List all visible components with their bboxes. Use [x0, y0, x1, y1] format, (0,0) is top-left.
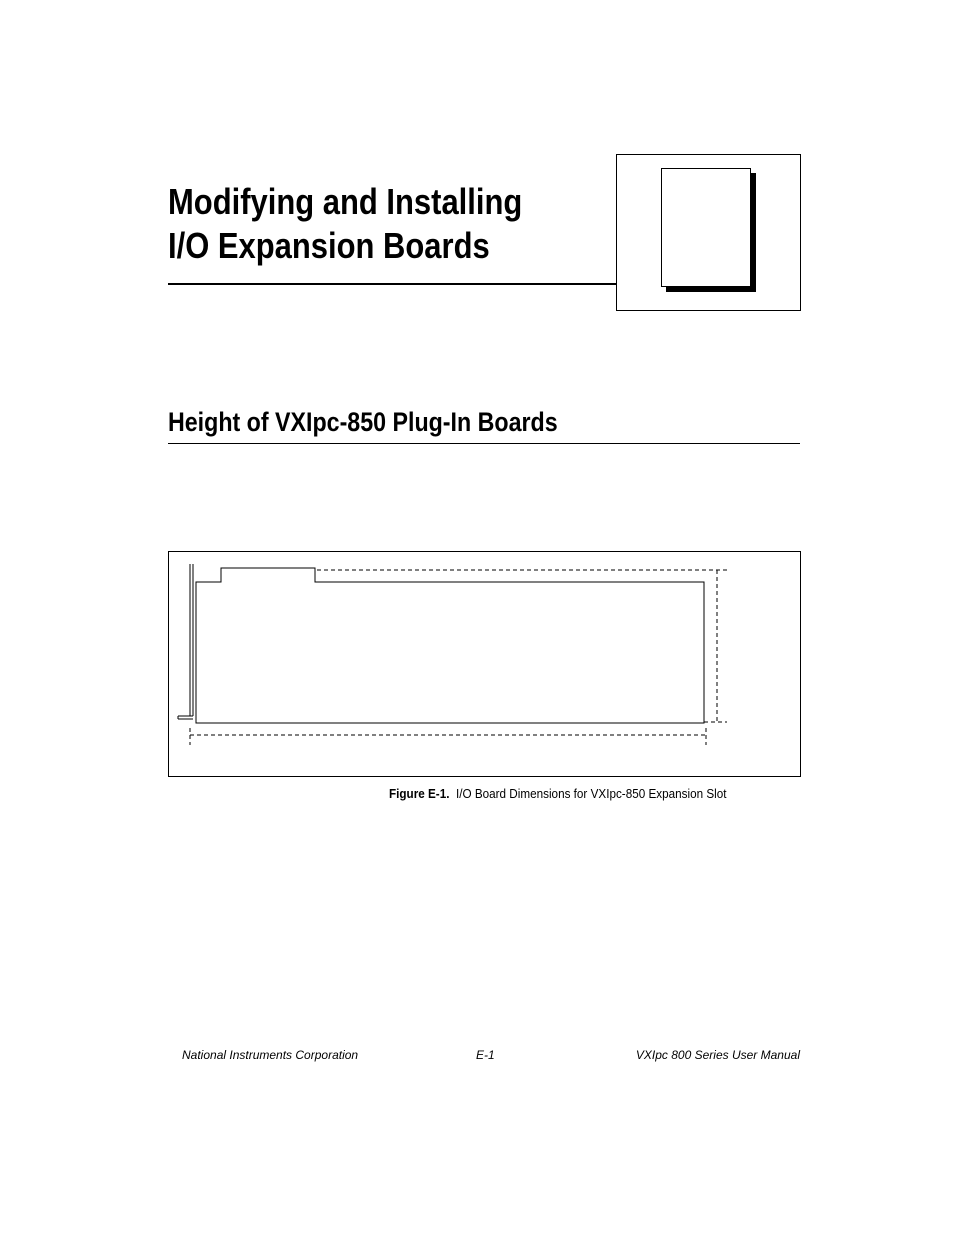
figure-frame — [168, 551, 801, 777]
figure-caption-label: Figure E-1. — [389, 786, 450, 801]
chapter-title-rule — [168, 283, 617, 285]
chapter-title — [168, 180, 546, 268]
chapter-title-line-1: Modifying and Installing — [168, 181, 523, 222]
section-heading-rule — [168, 443, 800, 444]
chapter-tab-page-icon — [661, 168, 751, 287]
chapter-tab-letter: E — [685, 194, 727, 261]
footer-company: National Instruments Corporation — [182, 1048, 359, 1062]
io-board-diagram — [169, 552, 800, 776]
figure-caption-text: I/O Board Dimensions for VXIpc-850 Expansion Slot — [455, 786, 727, 801]
chapter-title-line-2: I/O Expansion Boards — [168, 225, 490, 266]
footer-manual-title: VXIpc 800 Series User Manual — [635, 1048, 800, 1062]
max-height-dashed-outline — [317, 570, 727, 722]
mounting-bracket — [178, 564, 193, 719]
max-length-dashed-outline — [190, 728, 706, 745]
chapter-tab-box — [616, 154, 801, 311]
figure-caption — [389, 786, 727, 802]
footer-page-number: E-1 — [476, 1048, 495, 1062]
section-heading: Height of VXIpc-850 Plug-In Boards — [168, 407, 558, 437]
board-outline — [196, 568, 704, 723]
